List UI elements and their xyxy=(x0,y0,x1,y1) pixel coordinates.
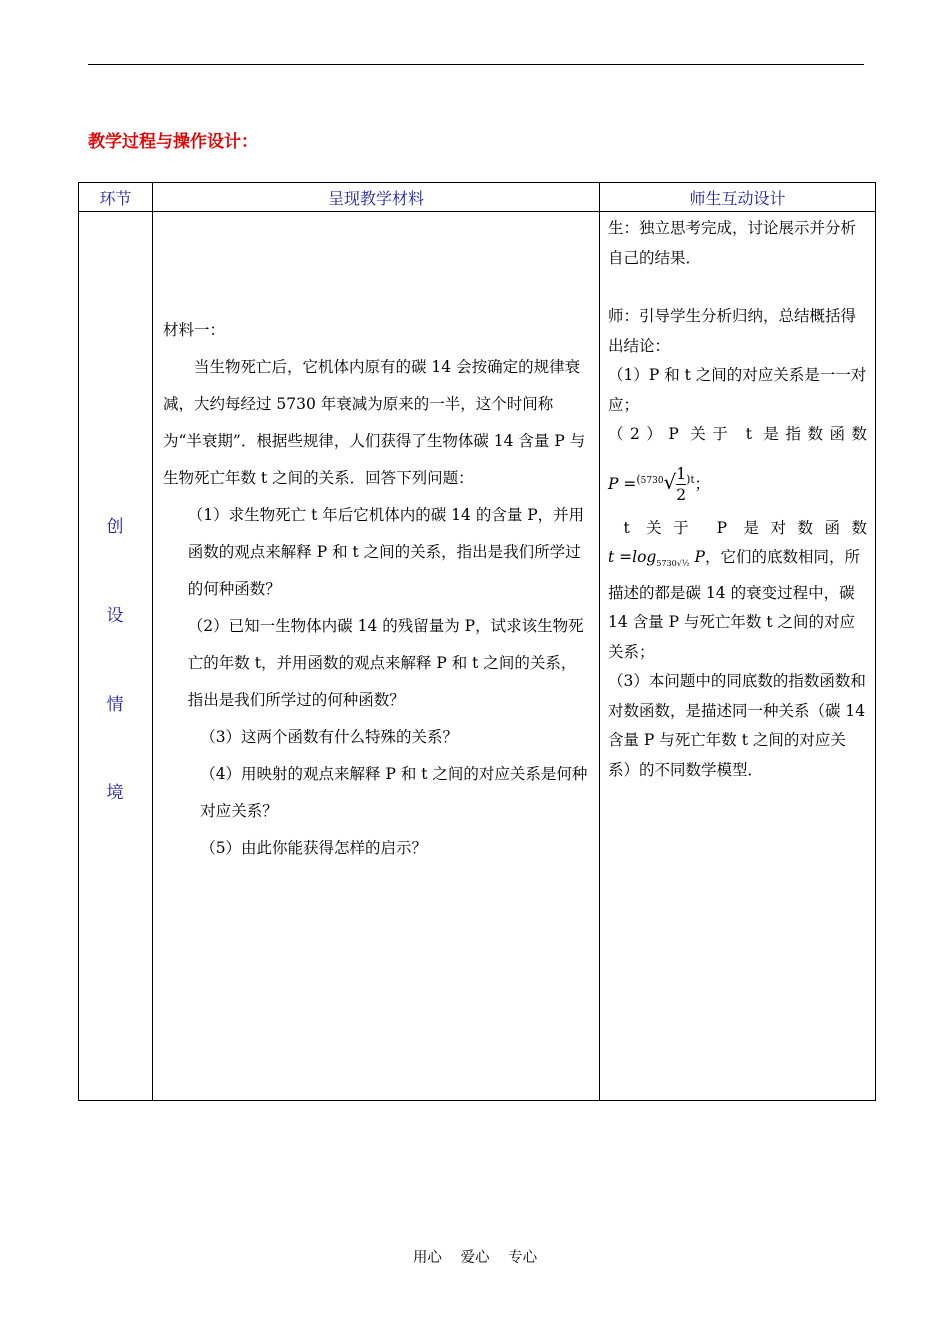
question-2: （2）已知一生物体内碳 14 的残留量为 P，试求该生物死亡的年数 t，并用函数的观点来解释 P 和 t 之间的关系，指出是我们所学过的何种函数？ xyxy=(187,617,584,709)
material-cell xyxy=(153,212,600,1101)
stage-char-2: 设 xyxy=(106,606,124,626)
question-3: （3）这两个函数有什么特殊的关系？ xyxy=(200,728,459,746)
conclusion-2-line: （2）P 关于 t 是指数函数 xyxy=(608,425,867,443)
log-function-line: t 关于 P 是对数函数 xyxy=(623,518,867,537)
stage-cell xyxy=(79,212,153,1101)
question-4: （4）用映射的观点来解释 P 和 t 之间的对应关系是何种对应关系？ xyxy=(200,765,588,820)
section-heading: 教学过程与操作设计： xyxy=(88,132,258,152)
fraction-denominator: 2 xyxy=(676,486,687,505)
fraction-numerator: 1 xyxy=(676,465,687,484)
root-index: 5730 xyxy=(640,475,664,486)
formula-lhs: P = xyxy=(608,474,637,493)
conclusion-3: （3）本问题中的同底数的指数函数和对数函数，是描述同一种关系（碳 14 含量 P 与死亡年数 t 之间的对应关系）的不同数学模型． xyxy=(608,672,866,779)
stage-char-4: 境 xyxy=(106,783,124,803)
material-intro: 当生物死亡后，它机体内原有的碳 14 会按确定的规律衰减，大约每经过 5730 年衰减为原来的一半，这个时间称为“半衰期”．根据些规律，人们获得了生物体碳 14 含量 P 与生物死亡年数 t 之间的关系．回答下列问题： xyxy=(163,358,586,487)
stage-char-3: 情 xyxy=(106,695,124,715)
log-var: P xyxy=(694,548,705,567)
student-activity: 生：独立思考完成，讨论展示并分析自己的结果． xyxy=(608,219,857,267)
stage-char-1: 创 xyxy=(106,517,124,537)
conclusion-2-rest: ，它们的底数相同，所描述的都是碳 14 的衰变过程中，碳 14 含量 P 与死亡年数 t 之间的对应关系； xyxy=(608,548,860,661)
formula-exponent: t xyxy=(690,474,695,486)
page-footer xyxy=(0,1246,950,1267)
formula-tail: ； xyxy=(694,474,711,493)
footer-item-3: 专心 xyxy=(508,1250,538,1266)
teacher-activity: 师：引导学生分析归纳，总结概括得出结论： xyxy=(608,307,857,355)
log-lhs: t =log xyxy=(608,548,657,567)
header-interaction: 师生互动设计 xyxy=(600,183,876,212)
lesson-table xyxy=(78,182,876,1101)
question-5: （5）由此你能获得怎样的启示？ xyxy=(200,839,428,857)
conclusion-1: （1）P 和 t 之间的对应关系是一一对应； xyxy=(608,366,867,414)
log-formula: $t =\log_{5730√\frac{1}{2}}$ P，它们的底数相同，所描述的都是碳 14 的衰变过程中，碳 14 含量 P 与死亡年数 t 之间的对应关系； xyxy=(608,548,860,661)
header-rule xyxy=(88,64,864,65)
table-header-row xyxy=(79,183,876,212)
exponential-formula: P =$^{(5730}$√ $\frac{1}{2}$ $^{)t}$； xyxy=(608,465,711,505)
fraction xyxy=(676,464,686,505)
material-title: 材料一： xyxy=(163,321,226,339)
interaction-cell xyxy=(600,212,876,1101)
footer-item-1: 用心 xyxy=(412,1250,442,1266)
table-body-row xyxy=(79,212,876,1101)
question-1: （1）求生物死亡 t 年后它机体内的碳 14 的含量 P，并用函数的观点来解释 P 和 t 之间的关系，指出是我们所学过的何种函数？ xyxy=(187,506,585,598)
footer-item-2: 爱心 xyxy=(460,1250,490,1266)
header-stage: 环节 xyxy=(79,183,153,212)
header-material: 呈现教学材料 xyxy=(153,183,600,212)
